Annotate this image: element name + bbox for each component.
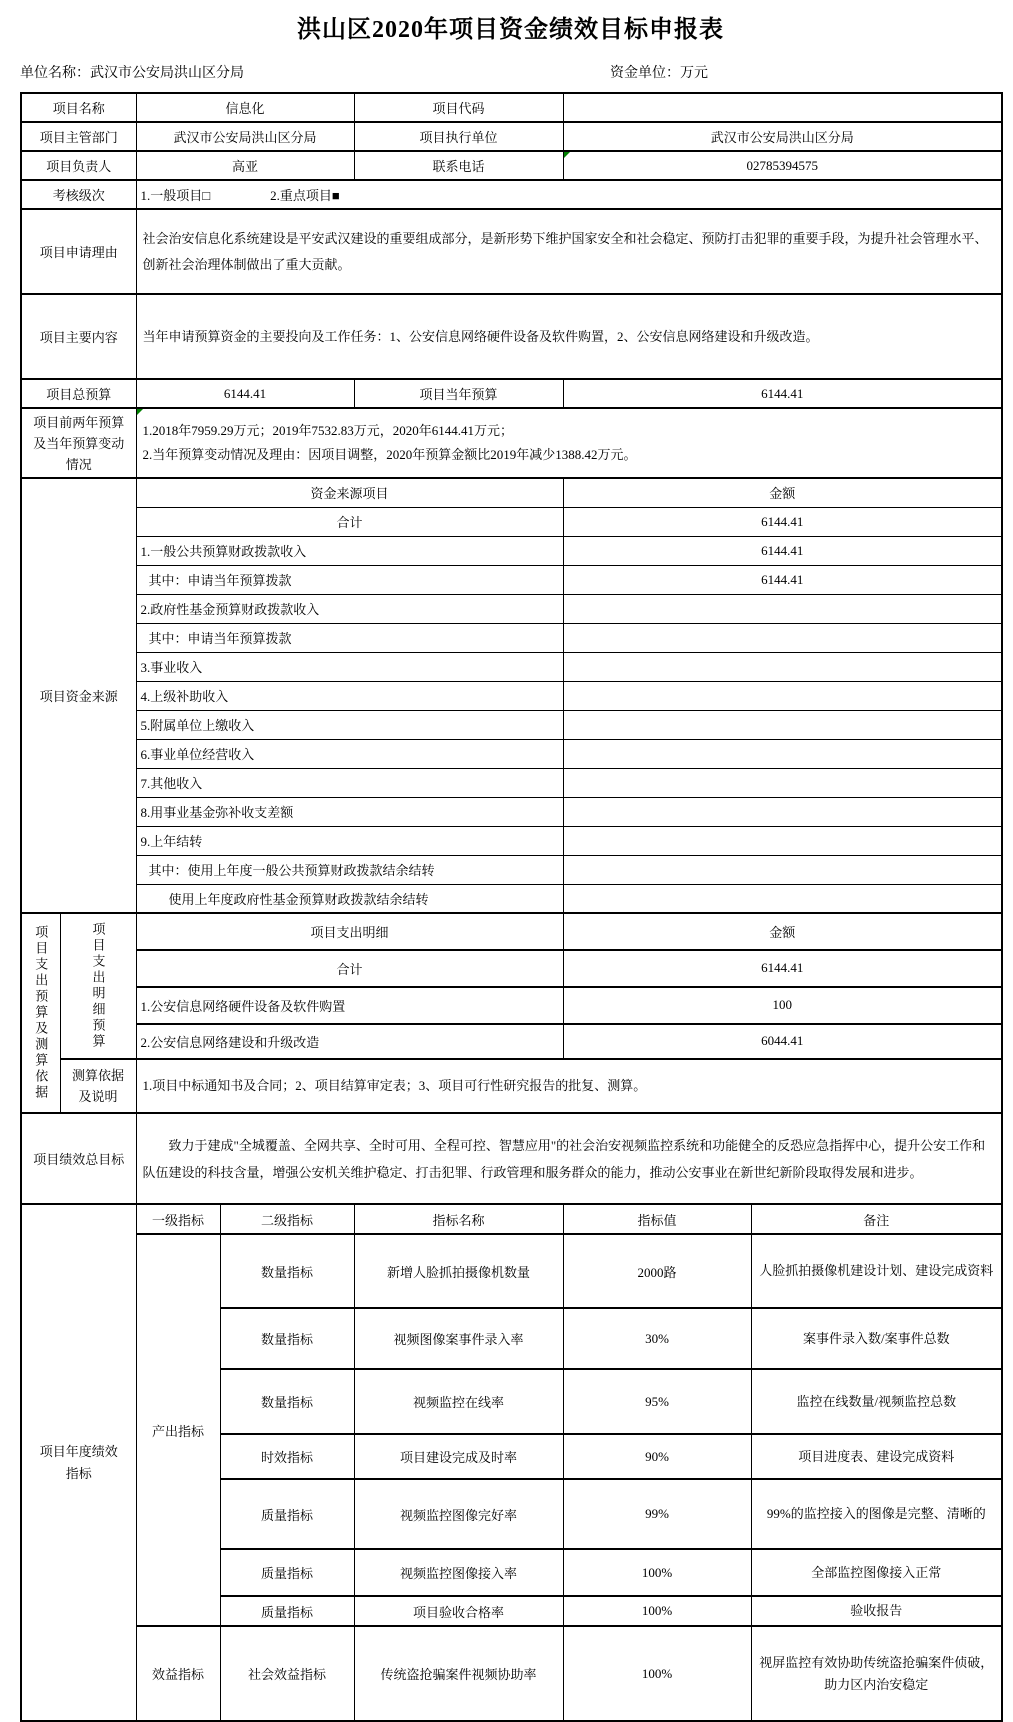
funding-row bbox=[21, 594, 1002, 623]
indicator-header-level2: 二级指标 bbox=[220, 1204, 354, 1234]
funding-row bbox=[21, 710, 1002, 739]
table-row bbox=[21, 379, 1002, 408]
project-code-value bbox=[563, 93, 1002, 122]
expenditure-item: 2.公安信息网络建设和升级改造 bbox=[136, 1024, 563, 1059]
basis-label: 测算依据及说明 bbox=[60, 1059, 136, 1113]
table-row bbox=[21, 408, 1002, 478]
indicator-header-value: 指标值 bbox=[563, 1204, 751, 1234]
funding-amount bbox=[563, 884, 1002, 913]
indicator-group-benefit: 效益指标 bbox=[136, 1626, 220, 1721]
funding-item: 3.事业收入 bbox=[136, 652, 563, 681]
funding-source-label: 项目资金来源 bbox=[21, 478, 136, 913]
expenditure-detail-label: 项目支出明细预算 bbox=[60, 913, 136, 1059]
funding-item: 7.其他收入 bbox=[136, 768, 563, 797]
indicator-level2: 社会效益指标 bbox=[220, 1626, 354, 1721]
funding-amount bbox=[563, 652, 1002, 681]
funding-row bbox=[21, 855, 1002, 884]
funding-amount bbox=[563, 768, 1002, 797]
funding-row bbox=[21, 681, 1002, 710]
funding-amount bbox=[563, 739, 1002, 768]
indicator-note: 监控在线数量/视频监控总数 bbox=[751, 1369, 1002, 1434]
funding-row bbox=[21, 739, 1002, 768]
indicator-name: 视频监控图像接入率 bbox=[354, 1549, 563, 1596]
indicator-level2: 质量指标 bbox=[220, 1549, 354, 1596]
funding-amount bbox=[563, 681, 1002, 710]
fund-unit bbox=[610, 62, 708, 82]
main-content-label: 项目主要内容 bbox=[21, 294, 136, 379]
overall-goal-label: 项目绩效总目标 bbox=[21, 1113, 136, 1204]
current-budget-value: 6144.41 bbox=[563, 379, 1002, 408]
funding-item: 9.上年结转 bbox=[136, 826, 563, 855]
indicator-name: 项目建设完成及时率 bbox=[354, 1434, 563, 1479]
apply-reason-text: 社会治安信息化系统建设是平安武汉建设的重要组成部分，是新形势下维护国家安全和社会稳定、预防打击犯罪的重要手段，为提升社会管理水平、创新社会治理体制做出了重大贡献。 bbox=[136, 209, 1002, 294]
funding-row bbox=[21, 623, 1002, 652]
page-title: 洪山区2020年项目资金绩效目标申报表 bbox=[297, 17, 724, 43]
table-row bbox=[21, 209, 1002, 294]
table-row bbox=[21, 180, 1002, 209]
project-name-label: 项目名称 bbox=[21, 93, 136, 122]
expenditure-section-label: 项目支出预算及测算依据 bbox=[21, 913, 60, 1113]
indicator-header-note: 备注 bbox=[751, 1204, 1002, 1234]
funding-item: 6.事业单位经营收入 bbox=[136, 739, 563, 768]
fund-unit-label: 资金单位： bbox=[610, 66, 680, 81]
phone-label: 联系电话 bbox=[354, 151, 563, 180]
funding-amount bbox=[563, 710, 1002, 739]
funding-amount: 6144.41 bbox=[563, 536, 1002, 565]
dept-value: 武汉市公安局洪山区分局 bbox=[136, 122, 354, 151]
exec-unit-label: 项目执行单位 bbox=[354, 122, 563, 151]
expenditure-row bbox=[21, 987, 1002, 1024]
indicator-note: 项目进度表、建设完成资料 bbox=[751, 1434, 1002, 1479]
funding-item: 其中：申请当年预算拨款 bbox=[136, 623, 563, 652]
assessment-option-general: 1.一般项目 bbox=[140, 188, 203, 203]
fund-unit-value: 万元 bbox=[680, 66, 708, 81]
indicator-note: 验收报告 bbox=[751, 1596, 1002, 1626]
assessment-level-options bbox=[136, 180, 1002, 209]
main-content-text: 当年申请预算资金的主要投向及工作任务：1、公安信息网络硬件设备及软件购置，2、公安信息网络建设和升级改造。 bbox=[136, 294, 1002, 379]
indicator-name: 视频图像案事件录入率 bbox=[354, 1308, 563, 1369]
assessment-option-key: 2.重点项目 bbox=[270, 188, 332, 203]
indicator-note: 案事件录入数/案事件总数 bbox=[751, 1308, 1002, 1369]
assessment-level-label: 考核级次 bbox=[21, 180, 136, 209]
funding-row bbox=[21, 884, 1002, 913]
indicator-value: 99% bbox=[563, 1479, 751, 1549]
indicator-group-output: 产出指标 bbox=[136, 1234, 220, 1626]
expenditure-header-amount: 金额 bbox=[563, 913, 1002, 950]
funding-row bbox=[21, 797, 1002, 826]
indicator-note: 全部监控图像接入正常 bbox=[751, 1549, 1002, 1596]
expenditure-row bbox=[21, 1024, 1002, 1059]
project-code-label: 项目代码 bbox=[354, 93, 563, 122]
funding-item: 其中：申请当年预算拨款 bbox=[136, 565, 563, 594]
indicator-value: 100% bbox=[563, 1549, 751, 1596]
indicator-name: 视频监控在线率 bbox=[354, 1369, 563, 1434]
funding-row bbox=[21, 826, 1002, 855]
comment-indicator-icon bbox=[564, 152, 570, 158]
indicator-value: 90% bbox=[563, 1434, 751, 1479]
funding-row bbox=[21, 652, 1002, 681]
table-row bbox=[21, 122, 1002, 151]
expenditure-amount: 100 bbox=[563, 987, 1002, 1024]
table-row bbox=[21, 1204, 1002, 1234]
funding-item: 2.政府性基金预算财政拨款收入 bbox=[136, 594, 563, 623]
indicator-name: 传统盗抢骗案件视频协助率 bbox=[354, 1626, 563, 1721]
total-budget-label: 项目总预算 bbox=[21, 379, 136, 408]
manager-label: 项目负责人 bbox=[21, 151, 136, 180]
table-row bbox=[21, 93, 1002, 122]
checkbox-unchecked-icon: □ bbox=[202, 188, 211, 203]
indicator-value: 100% bbox=[563, 1596, 751, 1626]
comment-indicator-icon bbox=[137, 409, 143, 415]
unit-name-label: 单位名称： bbox=[20, 66, 90, 81]
apply-reason-label: 项目申请理由 bbox=[21, 209, 136, 294]
funding-item: 其中：使用上年度一般公共预算财政拨款结余结转 bbox=[136, 855, 563, 884]
funding-item: 8.用事业基金弥补收支差额 bbox=[136, 797, 563, 826]
indicator-note: 99%的监控接入的图像是完整、清晰的 bbox=[751, 1479, 1002, 1549]
funding-amount: 6144.41 bbox=[563, 507, 1002, 536]
expenditure-amount: 6044.41 bbox=[563, 1024, 1002, 1059]
funding-amount: 6144.41 bbox=[563, 565, 1002, 594]
expenditure-item: 合计 bbox=[136, 950, 563, 988]
indicator-value: 95% bbox=[563, 1369, 751, 1434]
expenditure-row bbox=[21, 950, 1002, 988]
funding-amount bbox=[563, 797, 1002, 826]
form-table bbox=[20, 92, 1003, 1722]
exec-unit-value: 武汉市公安局洪山区分局 bbox=[563, 122, 1002, 151]
indicator-row bbox=[21, 1234, 1002, 1308]
funding-amount bbox=[563, 623, 1002, 652]
table-row bbox=[21, 478, 1002, 507]
indicator-header-name: 指标名称 bbox=[354, 1204, 563, 1234]
expenditure-item: 1.公安信息网络硬件设备及软件购置 bbox=[136, 987, 563, 1024]
basis-text: 1.项目中标通知书及合同；2、项目结算审定表；3、项目可行性研究报告的批复、测算。 bbox=[136, 1059, 1002, 1113]
funding-amount bbox=[563, 826, 1002, 855]
indicator-level2: 质量指标 bbox=[220, 1596, 354, 1626]
funding-item: 1.一般公共预算财政拨款收入 bbox=[136, 536, 563, 565]
phone-value: 02785394575 bbox=[563, 151, 1002, 180]
total-budget-value: 6144.41 bbox=[136, 379, 354, 408]
form-meta bbox=[20, 62, 1001, 82]
unit-name-value: 武汉市公安局洪山区分局 bbox=[90, 66, 244, 81]
funding-row bbox=[21, 565, 1002, 594]
unit-name bbox=[20, 66, 244, 81]
indicator-level2: 数量指标 bbox=[220, 1308, 354, 1369]
expenditure-amount: 6144.41 bbox=[563, 950, 1002, 988]
funding-row bbox=[21, 536, 1002, 565]
indicator-name: 视频监控图像完好率 bbox=[354, 1479, 563, 1549]
project-name-value: 信息化 bbox=[136, 93, 354, 122]
indicator-row bbox=[21, 1626, 1002, 1721]
funding-row bbox=[21, 768, 1002, 797]
funding-header-item: 资金来源项目 bbox=[136, 478, 563, 507]
expenditure-header-item: 项目支出明细 bbox=[136, 913, 563, 950]
funding-item: 使用上年度政府性基金预算财政拨款结余结转 bbox=[136, 884, 563, 913]
indicator-note: 人脸抓拍摄像机建设计划、建设完成资料 bbox=[751, 1234, 1002, 1308]
indicator-value: 2000路 bbox=[563, 1234, 751, 1308]
prev-budget-line1: 1.2018年7959.29万元；2019年7532.83万元，2020年6144.41万元； bbox=[142, 423, 514, 438]
funding-header-amount: 金额 bbox=[563, 478, 1002, 507]
indicator-level2: 质量指标 bbox=[220, 1479, 354, 1549]
indicator-level2: 时效指标 bbox=[220, 1434, 354, 1479]
funding-row bbox=[21, 507, 1002, 536]
current-budget-label: 项目当年预算 bbox=[354, 379, 563, 408]
table-row bbox=[21, 913, 1002, 950]
checkbox-checked-icon: ■ bbox=[331, 188, 340, 203]
dept-label: 项目主管部门 bbox=[21, 122, 136, 151]
indicator-value: 100% bbox=[563, 1626, 751, 1721]
prev-budget-line2: 2.当年预算变动情况及理由：因项目调整，2020年预算金额比2019年减少1388.42万元。 bbox=[142, 447, 637, 462]
indicator-header-level1: 一级指标 bbox=[136, 1204, 220, 1234]
prev-budget-label: 项目前两年预算及当年预算变动情况 bbox=[21, 408, 136, 478]
manager-value: 高亚 bbox=[136, 151, 354, 180]
table-row bbox=[21, 1059, 1002, 1113]
table-row bbox=[21, 151, 1002, 180]
indicator-note: 视屏监控有效协助传统盗抢骗案件侦破，助力区内治安稳定 bbox=[751, 1626, 1002, 1721]
indicator-name: 新增人脸抓拍摄像机数量 bbox=[354, 1234, 563, 1308]
overall-goal-text: 致力于建成"全城覆盖、全网共享、全时可用、全程可控、智慧应用"的社会治安视频监控系统和功能健全的反恐应急指挥中心，提升公安工作和队伍建设的科技含量，增强公安机关维护稳定、打击犯罪、行政管理和服务群众的能力，推动公安事业在新世纪新阶段取得发展和进步。 bbox=[136, 1113, 1002, 1204]
annual-indicators-label: 项目年度绩效指标 bbox=[21, 1204, 136, 1721]
prev-budget-text bbox=[136, 408, 1002, 478]
funding-item: 5.附属单位上缴收入 bbox=[136, 710, 563, 739]
indicator-value: 30% bbox=[563, 1308, 751, 1369]
funding-amount bbox=[563, 855, 1002, 884]
indicator-level2: 数量指标 bbox=[220, 1369, 354, 1434]
table-row bbox=[21, 1113, 1002, 1204]
funding-item: 合计 bbox=[136, 507, 563, 536]
indicator-name: 项目验收合格率 bbox=[354, 1596, 563, 1626]
funding-item: 4.上级补助收入 bbox=[136, 681, 563, 710]
table-row bbox=[21, 294, 1002, 379]
indicator-level2: 数量指标 bbox=[220, 1234, 354, 1308]
funding-amount bbox=[563, 594, 1002, 623]
